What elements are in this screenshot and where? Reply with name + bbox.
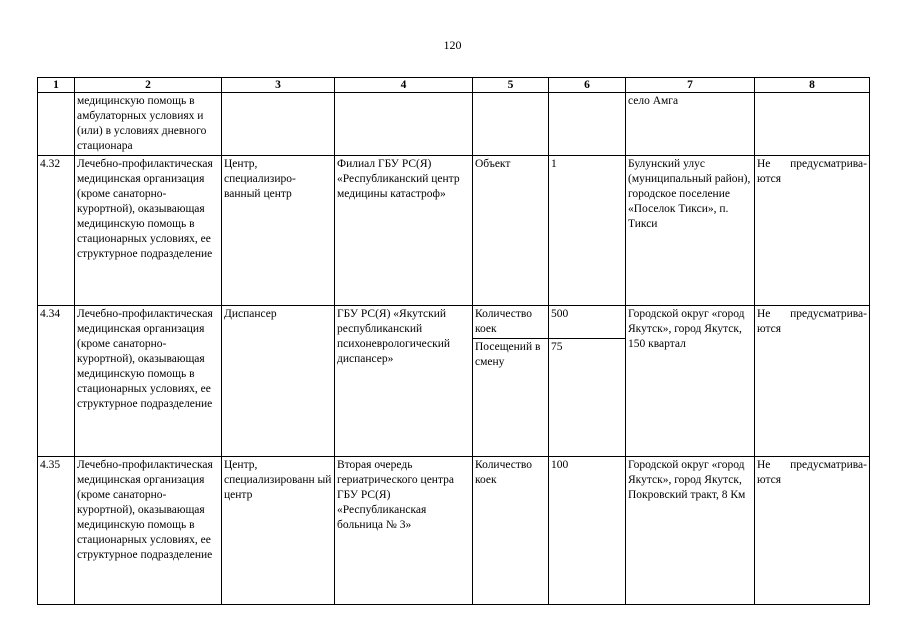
cell-value: [549, 93, 626, 156]
cell-object: [335, 93, 473, 156]
cell-param: [473, 93, 549, 156]
column-header: 2: [75, 78, 222, 93]
cell-num: 4.32: [38, 156, 75, 306]
cell-type: Центр, специализиро-ванный центр: [222, 156, 335, 306]
table-row: [38, 93, 870, 156]
cell-num: [38, 93, 75, 156]
cell-param: Количество коек: [473, 306, 549, 339]
cell-value: 1: [549, 156, 626, 306]
cell-name: медицинскую помощь в амбулаторных условиях и (или) в условиях дневного стационара: [75, 93, 222, 156]
cell-zone: Не предусматрива-ются: [755, 306, 870, 457]
table-row: [38, 156, 870, 306]
cell-zone: Не предусматрива-ются: [755, 457, 870, 605]
cell-zone: Не предусматрива-ются: [755, 156, 870, 306]
cell-zone: [755, 93, 870, 156]
cell-object: Вторая очередь гериатрического центра ГБУ РС(Я) «Республиканская больница № 3»: [335, 457, 473, 605]
cell-type: [222, 93, 335, 156]
cell-location: село Амга: [626, 93, 755, 156]
cell-value: 500: [549, 306, 626, 339]
cell-type: Центр, специализированн ый центр: [222, 457, 335, 605]
column-header: 5: [473, 78, 549, 93]
header-row: [38, 78, 870, 93]
table-row: [38, 457, 870, 605]
column-header: 7: [626, 78, 755, 93]
table-row: [38, 306, 870, 339]
column-header: 3: [222, 78, 335, 93]
column-header: 8: [755, 78, 870, 93]
cell-param: Количество коек: [473, 457, 549, 605]
cell-param: Объект: [473, 156, 549, 306]
cell-location: Городской округ «город Якутск», город Якутск, Покровский тракт, 8 Км: [626, 457, 755, 605]
cell-num: 4.34: [38, 306, 75, 457]
cell-value: 75: [549, 339, 626, 457]
page-number: 120: [443, 38, 462, 52]
cell-name: Лечебно-профилактическая медицинская организация (кроме санаторно-курортной), оказывающая медицинскую помощь в стационарных условиях, ее структурное подразделение: [75, 457, 222, 605]
cell-param: Посещений в смену: [473, 339, 549, 457]
cell-object: ГБУ РС(Я) «Якутский республиканский психоневрологический диспансер»: [335, 306, 473, 457]
cell-value: 100: [549, 457, 626, 605]
column-header: 1: [38, 78, 75, 93]
facilities-table: [37, 77, 870, 605]
cell-name: Лечебно-профилактическая медицинская организация (кроме санаторно-курортной), оказывающая медицинскую помощь в стационарных условиях, ее структурное подразделение: [75, 306, 222, 457]
cell-object: Филиал ГБУ РС(Я) «Республиканский центр медицины катастроф»: [335, 156, 473, 306]
cell-num: 4.35: [38, 457, 75, 605]
column-header: 6: [549, 78, 626, 93]
cell-location: Городской округ «город Якутск», город Якутск, 150 квартал: [626, 306, 755, 457]
cell-name: Лечебно-профилактическая медицинская организация (кроме санаторно-курортной), оказывающая медицинскую помощь в стационарных условиях, ее структурное подразделение: [75, 156, 222, 306]
column-header: 4: [335, 78, 473, 93]
cell-location: Булунский улус (муниципальный район), городское поселение «Поселок Тикси», п. Тикси: [626, 156, 755, 306]
cell-type: Диспансер: [222, 306, 335, 457]
